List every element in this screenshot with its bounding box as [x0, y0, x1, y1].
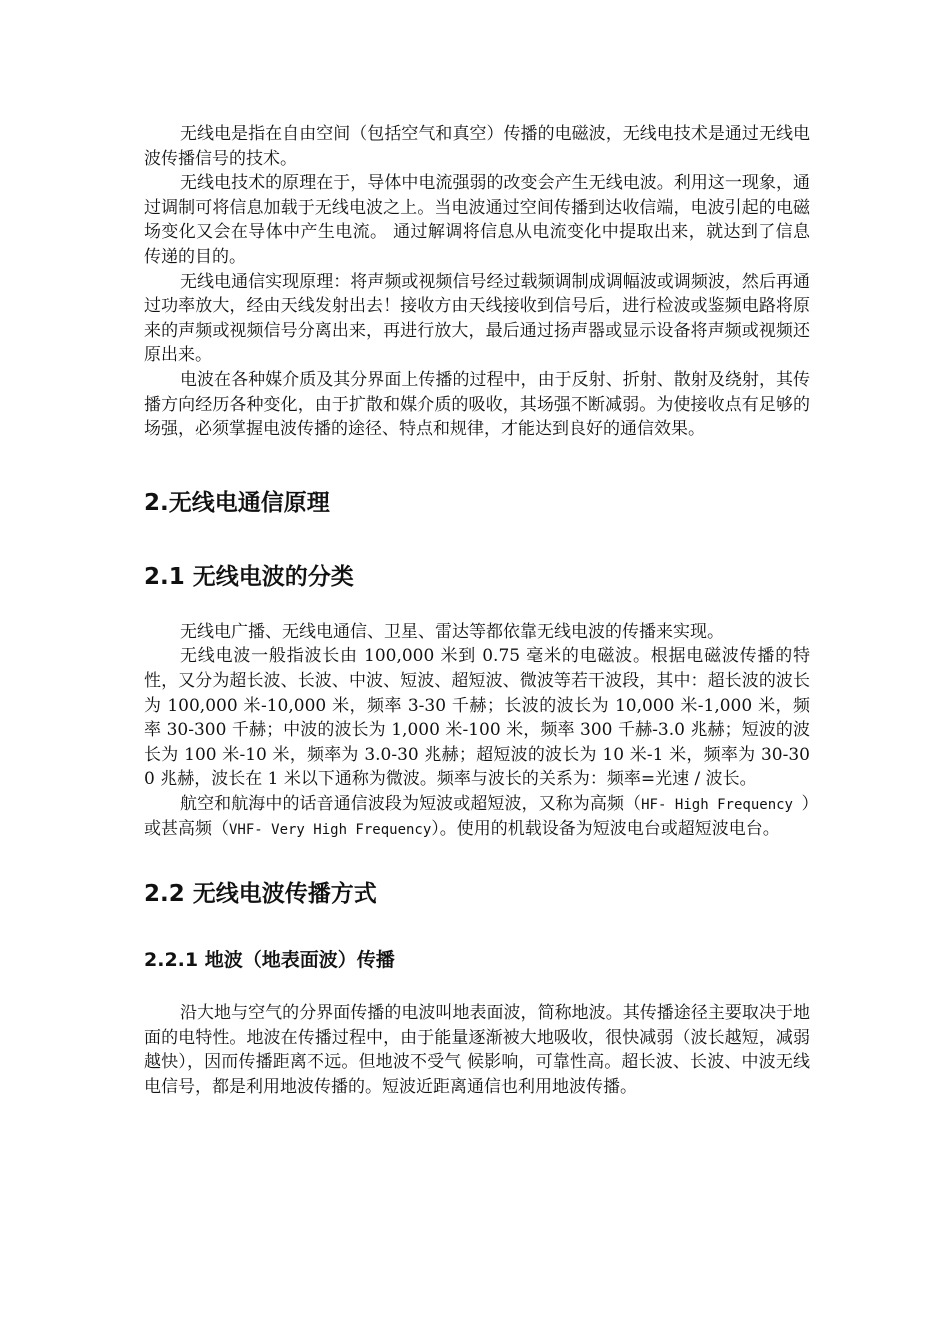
section-2-2-1-heading: 2.2.1 地波（地表面波）传播 — [144, 949, 395, 972]
section-2-2-1-paragraph-1: 沿大地与空气的分界面传播的电波叫地表面波，简称地波。其传播途径主要取决于地面的电特性。地波在传播过程中，由于能量逐渐被大地吸收，很快减弱（波长越短，减弱越快），因而传播距离不远。但地波不受气 候影响，可靠性高。超长波、长波、中波无线电信号，都是利用地波传播的。短波近距离通信也利用地波传播。 — [144, 1003, 810, 1097]
section-2-1-paragraph-1: 无线电广播、无线电通信、卫星、雷达等都依靠无线电波的传播来实现。 — [180, 621, 724, 642]
vhf-term: VHF- Very High Frequency — [229, 822, 432, 839]
section-2-1-heading: 2.1 无线电波的分类 — [144, 563, 354, 590]
intro-paragraph-3: 无线电通信实现原理：将声频或视频信号经过载频调制成调幅波或调频波，然后再通过功率放大，经由天线发射出去！接收方由天线接收到信号后，进行检波或鉴频电路将原来的声频或视频信号分离出来，再进行放大，最后通过扬声器或显示设备将声频或视频还原出来。 — [144, 271, 810, 366]
section-2-heading: 2.无线电通信原理 — [144, 489, 330, 516]
intro-paragraph-1: 无线电是指在自由空间（包括空气和真空）传播的电磁波，无线电技术是通过无线电波传播信号的技术。 — [144, 124, 810, 169]
section-2-1-paragraph-3 — [144, 792, 810, 843]
section-2-2-heading: 2.2 无线电波传播方式 — [144, 881, 377, 908]
section-2-1-paragraph-2: 无线电波一般指波长由 100,000 米到 0.75 毫米的电磁波。根据电磁波传播的特性，又分为超长波、长波、中波、短波、超短波、微波等若干波段，其中：超长波的波长为 100,000 米-10,000 米，频率 3-30 千赫；长波的波长为 10,000 米-1,000 米，频率 30-300 千赫；中波的波长为 1,000 米-100 米，频率 300 千赫-3.0 兆赫；短波的波长为 100 米-10 米，频率为 3.0-30 兆赫；超短波的波长为 10 米-1 米，频率为 30-300 兆赫，波长在 1 米以下通称为微波。频率与波长的关系为：频率=光速 / 波长。 — [144, 646, 810, 790]
intro-paragraph-2: 无线电技术的原理在于，导体中电流强弱的改变会产生无线电波。利用这一现象，通过调制可将信息加载于无线电波之上。当电波通过空间传播到达收信端，电波引起的电磁场变化又会在导体中产生电流。 通过解调将信息从电流变化中提取出来，就达到了信息传递的目的。 — [144, 173, 810, 267]
document-page — [144, 122, 810, 1099]
hf-term: HF- High Frequency — [641, 796, 802, 813]
paragraph-3-text-c: ）。使用的机载设备为短波电台或超短波电台。 — [431, 819, 780, 840]
paragraph-3-text-b: ）或甚高频（ — [144, 793, 810, 840]
paragraph-3-text-a: 航空和航海中的话音通信波段为短波或超短波，又称为高频（ — [180, 793, 642, 814]
intro-paragraph-4: 电波在各种媒介质及其分界面上传播的过程中，由于反射、折射、散射及绕射，其传播方向经历各种变化，由于扩散和媒介质的吸收，其场强不断减弱。为使接收点有足够的场强，必须掌握电波传播的途径、特点和规律，才能达到良好的通信效果。 — [144, 369, 810, 440]
